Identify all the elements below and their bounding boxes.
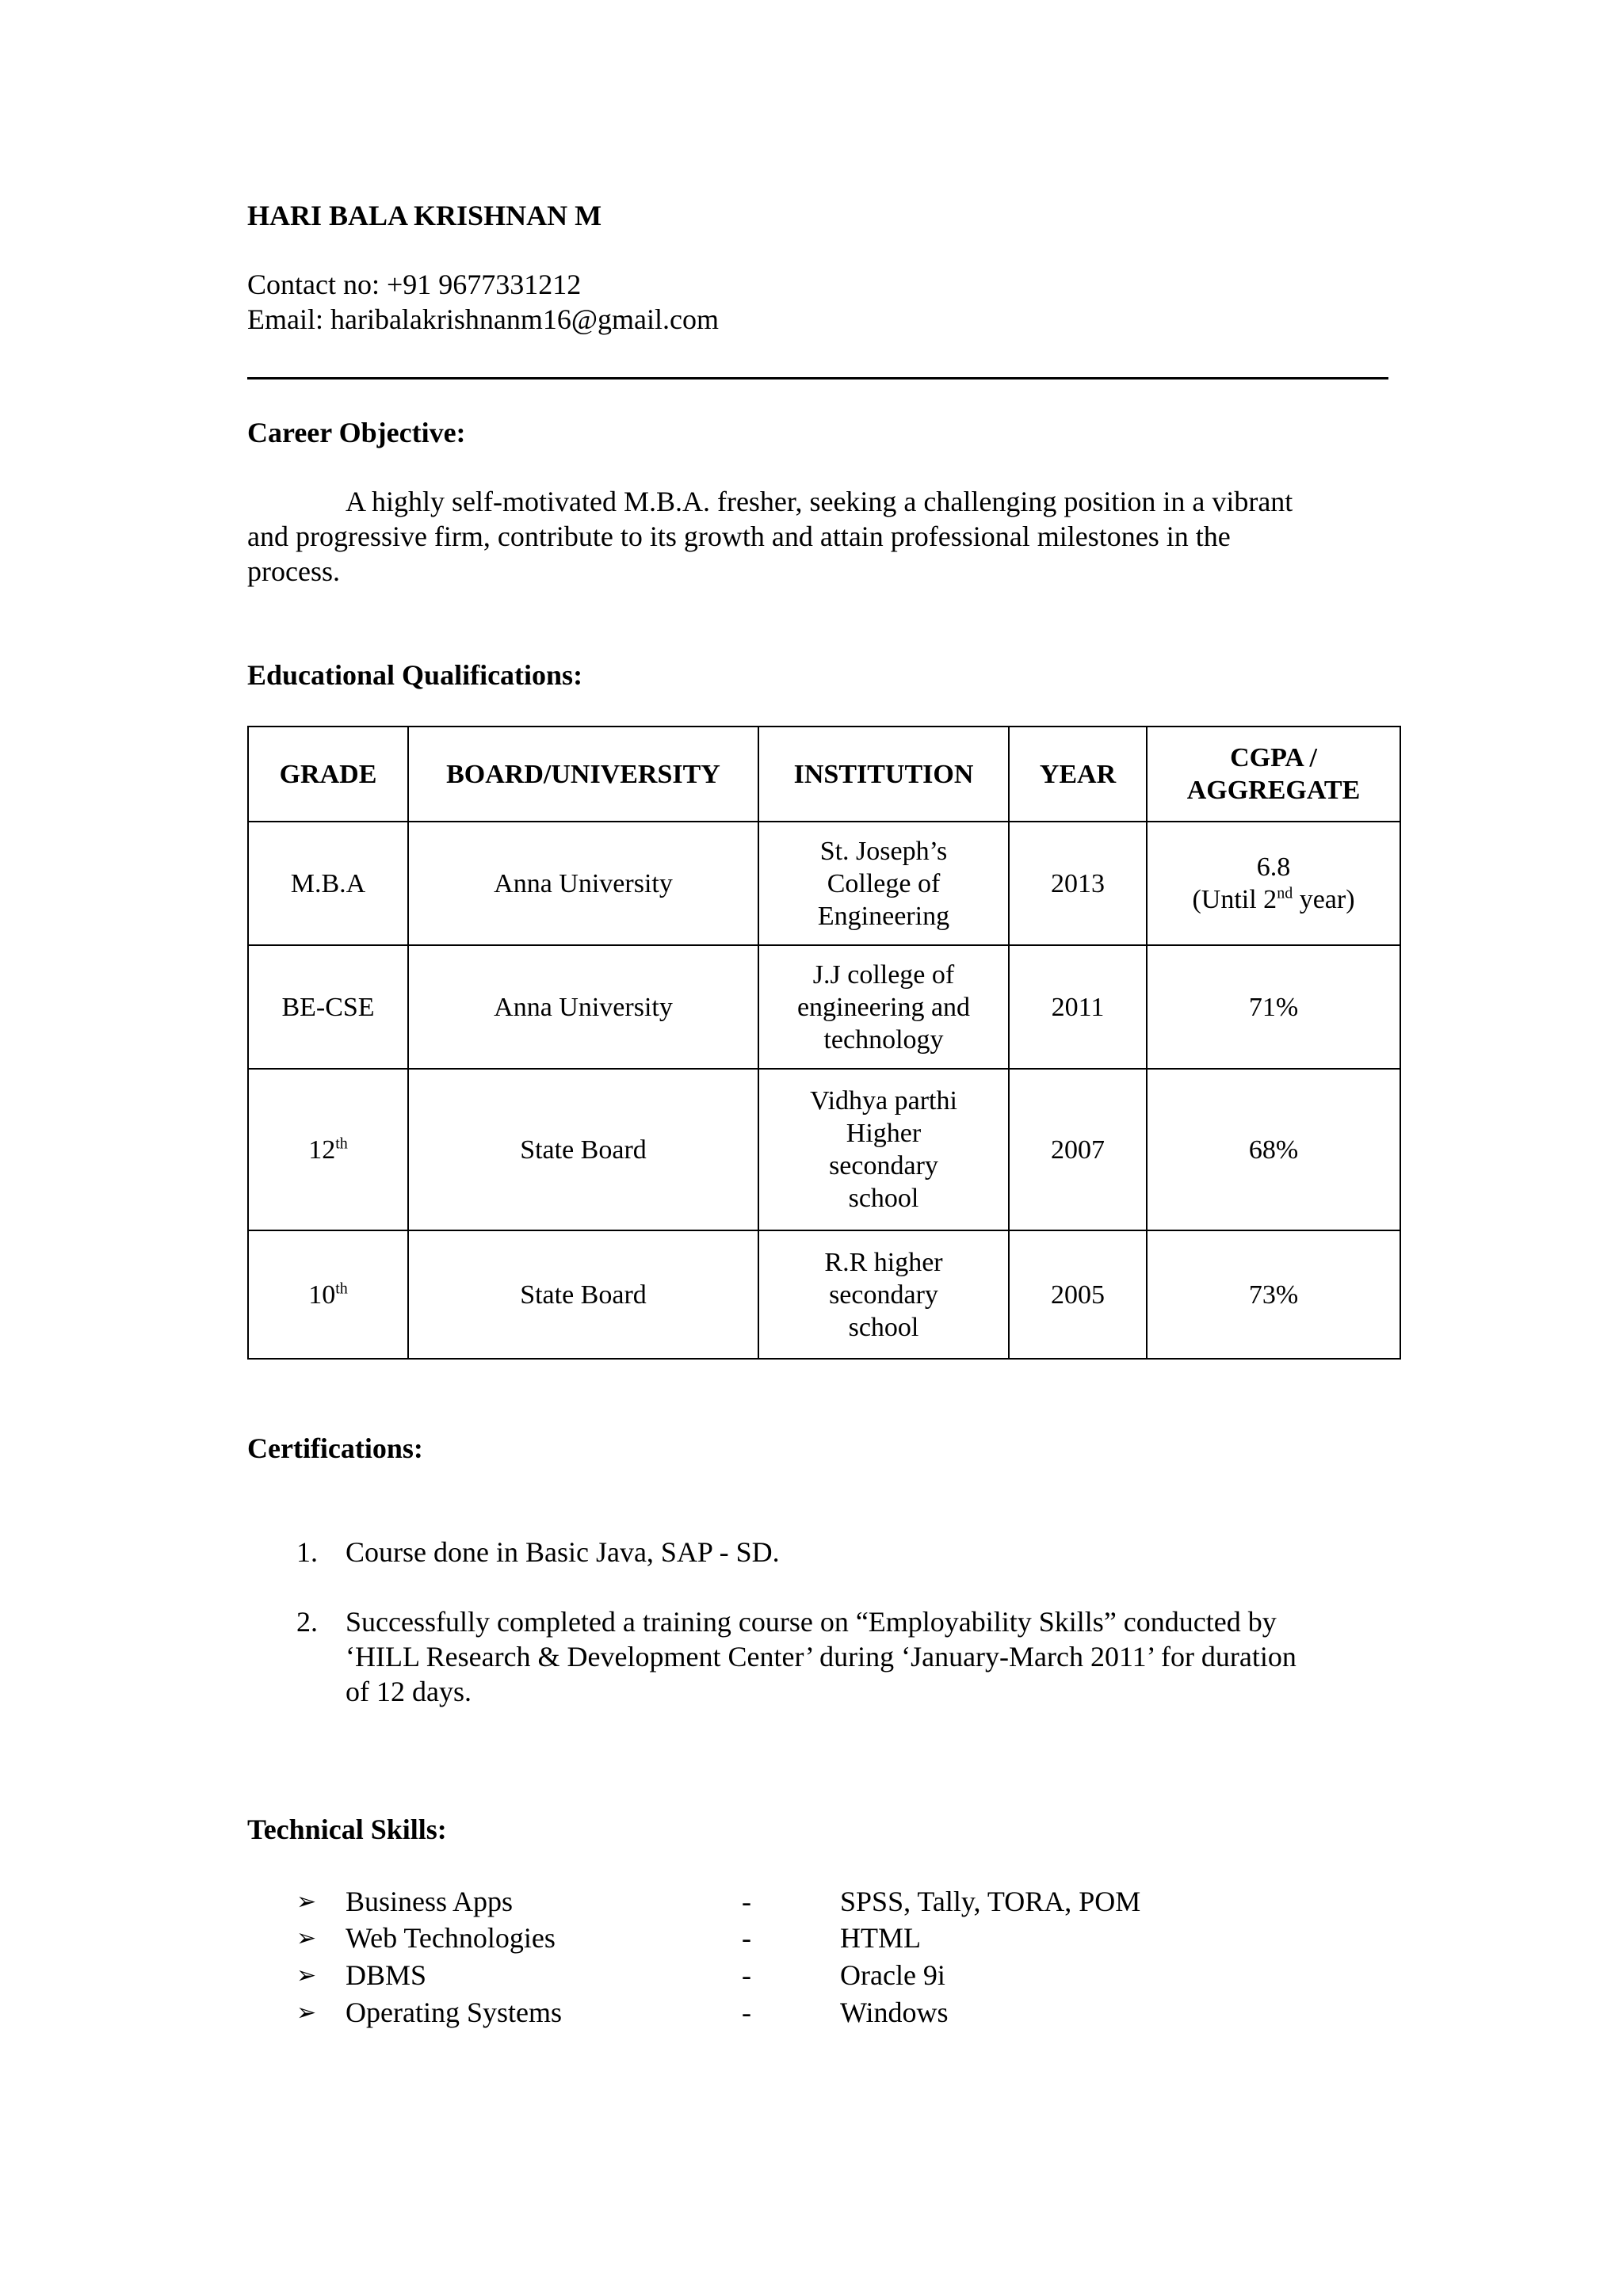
career-objective-line-3: process.	[247, 555, 340, 587]
column-header-grade: GRADE	[248, 727, 408, 822]
skill-category: DBMS	[346, 1959, 427, 1991]
arrow-bullet-icon: ➢	[296, 1888, 317, 1916]
institution-line: school	[848, 1184, 919, 1213]
skill-value: SPSS, Tally, TORA, POM	[840, 1886, 1141, 1917]
grade-cell: M.B.A	[248, 822, 408, 945]
score-cell: 73%	[1147, 1230, 1400, 1359]
email-address: Email: haribalakrishnanm16@gmail.com	[247, 303, 720, 335]
score-cell: 68%	[1147, 1069, 1400, 1230]
board-cell: State Board	[408, 1069, 758, 1230]
board-cell: State Board	[408, 1230, 758, 1359]
year-cell: 2007	[1009, 1069, 1147, 1230]
grade-cell	[248, 1230, 408, 1359]
score-line: 6.8	[1256, 852, 1291, 882]
institution-line: secondary	[829, 1280, 938, 1310]
score-text: (Until 2	[1192, 885, 1277, 914]
year-cell: 2005	[1009, 1230, 1147, 1359]
year-cell: 2011	[1009, 945, 1147, 1069]
grade-text: 10	[308, 1280, 336, 1310]
education-table	[247, 726, 1401, 1360]
skill-value: Oracle 9i	[840, 1959, 945, 1991]
institution-cell	[758, 1230, 1009, 1359]
ordinal-suffix: th	[335, 1280, 348, 1298]
technical-skills-heading: Technical Skills:	[247, 1814, 447, 1845]
institution-line: Higher	[846, 1119, 922, 1148]
skill-separator: -	[742, 1886, 751, 1917]
institution-line: Vidhya parthi	[810, 1086, 957, 1116]
career-objective-heading: Career Objective:	[247, 417, 466, 448]
column-header-cgpa	[1147, 727, 1400, 822]
candidate-name: HARI BALA KRISHNAN M	[247, 200, 602, 231]
table-row	[248, 1230, 1400, 1359]
score-line	[1157, 883, 1390, 916]
institution-line: Engineering	[817, 901, 950, 931]
skill-value: Windows	[840, 1997, 949, 2028]
skill-value: HTML	[840, 1922, 921, 1954]
cgpa-header-line-1: CGPA /	[1230, 743, 1317, 772]
column-header-year: YEAR	[1009, 727, 1147, 822]
score-cell	[1147, 822, 1400, 945]
score-text: year)	[1293, 885, 1355, 914]
ordinal-suffix: th	[335, 1135, 348, 1153]
certification-text-line: Course done in Basic Java, SAP - SD.	[346, 1536, 780, 1568]
institution-line: St. Joseph’s	[819, 836, 948, 866]
arrow-bullet-icon: ➢	[296, 1924, 317, 1952]
arrow-bullet-icon: ➢	[296, 1999, 317, 2027]
career-objective-line-2: and progressive firm, contribute to its growth and attain professional milestones in the	[247, 521, 1231, 552]
column-header-board: BOARD/UNIVERSITY	[408, 727, 758, 822]
certification-text-line: ‘HILL Research & Development Center’ during ‘January-March 2011’ for duration	[346, 1641, 1296, 1672]
score-cell: 71%	[1147, 945, 1400, 1069]
education-heading: Educational Qualifications:	[247, 659, 583, 691]
institution-cell	[758, 945, 1009, 1069]
grade-cell: BE-CSE	[248, 945, 408, 1069]
skill-category: Web Technologies	[346, 1922, 556, 1954]
header-divider	[247, 377, 1388, 379]
skill-category: Business Apps	[346, 1886, 514, 1917]
institution-cell	[758, 1069, 1009, 1230]
institution-line: secondary	[829, 1151, 938, 1180]
grade-cell	[248, 1069, 408, 1230]
institution-line: College of	[827, 868, 941, 898]
skill-separator: -	[742, 1922, 751, 1954]
institution-line: school	[848, 1312, 919, 1342]
arrow-bullet-icon: ➢	[296, 1962, 317, 1989]
institution-line: J.J college of	[812, 959, 955, 990]
institution-line: R.R higher	[824, 1247, 943, 1277]
table-header-row	[248, 727, 1400, 822]
institution-cell	[758, 822, 1009, 945]
career-objective-line-1: A highly self-motivated M.B.A. fresher, seeking a challenging position in a vibrant	[346, 486, 1293, 517]
certification-text-line: of 12 days.	[346, 1676, 472, 1707]
institution-line: engineering and	[796, 992, 971, 1022]
certifications-heading: Certifications:	[247, 1432, 423, 1464]
certification-number: 1.	[296, 1536, 318, 1568]
table-row	[248, 1069, 1400, 1230]
cgpa-header-line-2: AGGREGATE	[1186, 776, 1361, 805]
table-row	[248, 945, 1400, 1069]
column-header-institution: INSTITUTION	[758, 727, 1009, 822]
certification-text-line: Successfully completed a training course on “Employability Skills” conducted by	[346, 1606, 1277, 1638]
board-cell: Anna University	[408, 945, 758, 1069]
grade-text: 12	[308, 1135, 336, 1165]
institution-line: technology	[823, 1024, 944, 1055]
skill-separator: -	[742, 1959, 751, 1991]
skill-category: Operating Systems	[346, 1997, 562, 2028]
table-row	[248, 822, 1400, 945]
certification-number: 2.	[296, 1606, 318, 1638]
ordinal-suffix: nd	[1277, 884, 1293, 902]
year-cell: 2013	[1009, 822, 1147, 945]
contact-number: Contact no: +91 9677331212	[247, 269, 582, 300]
board-cell: Anna University	[408, 822, 758, 945]
skill-separator: -	[742, 1997, 751, 2028]
